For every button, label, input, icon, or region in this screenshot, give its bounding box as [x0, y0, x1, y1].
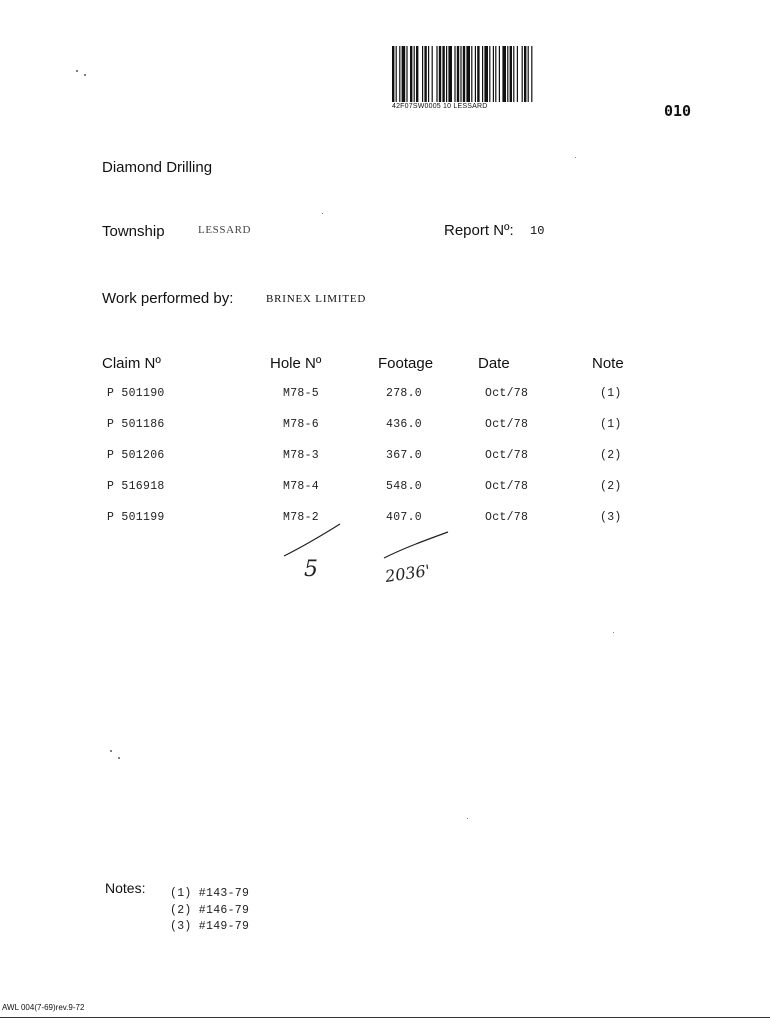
barcode-bar	[489, 46, 490, 102]
report-label: Report Nº:	[444, 222, 514, 239]
barcode-bar	[510, 46, 512, 102]
cell-note: (1)	[600, 387, 622, 400]
barcode-bar	[460, 46, 461, 102]
barcode-bar	[475, 46, 476, 102]
cell-date: Oct/78	[485, 511, 529, 524]
scan-speck	[84, 74, 86, 76]
handwritten-holes-total: 5	[304, 557, 318, 582]
cell-claim: P 501186	[107, 418, 165, 431]
cell-footage: 407.0	[386, 511, 423, 524]
column-header-footage: Footage	[378, 355, 434, 372]
barcode-bar	[477, 46, 479, 102]
scan-speck	[118, 757, 120, 759]
barcode-bar	[495, 46, 496, 102]
cell-claim: P 501190	[107, 387, 165, 400]
notes-label: Notes:	[105, 880, 146, 896]
barcode-bar	[454, 46, 455, 102]
barcode-bar	[406, 46, 407, 102]
barcode-bar	[428, 46, 429, 102]
note-item: (1) #143-79	[170, 887, 250, 900]
barcode-bar	[502, 46, 506, 102]
barcode-bar	[436, 46, 437, 102]
barcode-bar	[414, 46, 415, 102]
cell-date: Oct/78	[485, 480, 529, 493]
barcode-bar	[522, 46, 523, 102]
cell-claim: P 501206	[107, 449, 165, 462]
barcode-bar	[528, 46, 529, 102]
barcode-bar	[457, 46, 459, 102]
barcode-bar	[446, 46, 447, 102]
document-code: 010	[664, 102, 692, 120]
cell-date: Oct/78	[485, 387, 529, 400]
barcode-bar	[399, 46, 400, 102]
barcode-bar	[422, 46, 423, 102]
cell-footage: 278.0	[386, 387, 423, 400]
barcode-bar	[531, 46, 532, 102]
handwritten-totals	[276, 518, 476, 588]
barcode-bar	[499, 46, 500, 102]
cell-hole: M78-3	[283, 449, 320, 462]
cell-note: (1)	[600, 418, 622, 431]
barcode-bar	[463, 46, 465, 102]
note-item: (2) #146-79	[170, 904, 250, 917]
barcode-bar	[410, 46, 412, 102]
barcode-bar	[439, 46, 441, 102]
barcode-bar	[392, 46, 394, 102]
work-performed-value: BRINEX LIMITED	[266, 293, 367, 305]
cell-hole: M78-4	[283, 480, 320, 493]
scan-speck	[613, 632, 614, 633]
cell-claim: P 516918	[107, 480, 165, 493]
barcode-bar	[466, 46, 470, 102]
cell-claim: P 501199	[107, 511, 165, 524]
work-performed-label: Work performed by:	[102, 290, 234, 307]
cell-hole: M78-5	[283, 387, 320, 400]
barcode-bar	[524, 46, 526, 102]
column-header-date: Date	[478, 355, 510, 372]
handwritten-footage-total: 2036'	[383, 560, 432, 586]
scan-speck	[467, 818, 468, 819]
barcode-bar	[493, 46, 494, 102]
township-value: LESSARD	[198, 224, 252, 236]
scan-speck	[322, 213, 323, 214]
barcode-bar	[484, 46, 488, 102]
bottom-rule	[0, 1017, 770, 1018]
note-item: (3) #149-79	[170, 920, 250, 933]
cell-footage: 436.0	[386, 418, 423, 431]
underline-stroke-footage	[384, 532, 448, 558]
column-header-claim: Claim Nº	[102, 355, 161, 372]
barcode-bar	[424, 46, 426, 102]
barcode-bar	[507, 46, 508, 102]
barcode-bar	[448, 46, 452, 102]
barcode	[392, 46, 610, 102]
township-label: Township	[102, 223, 165, 240]
cell-hole: M78-6	[283, 418, 320, 431]
column-header-hole: Hole Nº	[270, 355, 322, 372]
scan-speck	[76, 70, 78, 72]
scan-speck	[575, 157, 576, 158]
cell-note: (3)	[600, 511, 622, 524]
barcode-bar	[482, 46, 483, 102]
barcode-caption: 42F07SW0005 10 LESSARD	[392, 103, 488, 110]
cell-note: (2)	[600, 449, 622, 462]
cell-hole: M78-2	[283, 511, 320, 524]
barcode-bar	[442, 46, 444, 102]
form-code: AWL 004(7-69)rev.9-72	[2, 1003, 85, 1012]
barcode-bar	[513, 46, 514, 102]
scan-speck	[110, 750, 112, 752]
barcode-bar	[432, 46, 433, 102]
cell-note: (2)	[600, 480, 622, 493]
barcode-bar	[402, 46, 406, 102]
cell-footage: 367.0	[386, 449, 423, 462]
cell-footage: 548.0	[386, 480, 423, 493]
cell-date: Oct/78	[485, 449, 529, 462]
column-header-note: Note	[592, 355, 624, 372]
cell-date: Oct/78	[485, 418, 529, 431]
underline-stroke-holes	[284, 524, 340, 556]
report-number: 10	[530, 224, 545, 238]
barcode-bar	[517, 46, 518, 102]
barcode-bar	[471, 46, 472, 102]
barcode-bar	[396, 46, 397, 102]
document-heading: Diamond Drilling	[102, 159, 213, 176]
barcode-bar	[416, 46, 418, 102]
